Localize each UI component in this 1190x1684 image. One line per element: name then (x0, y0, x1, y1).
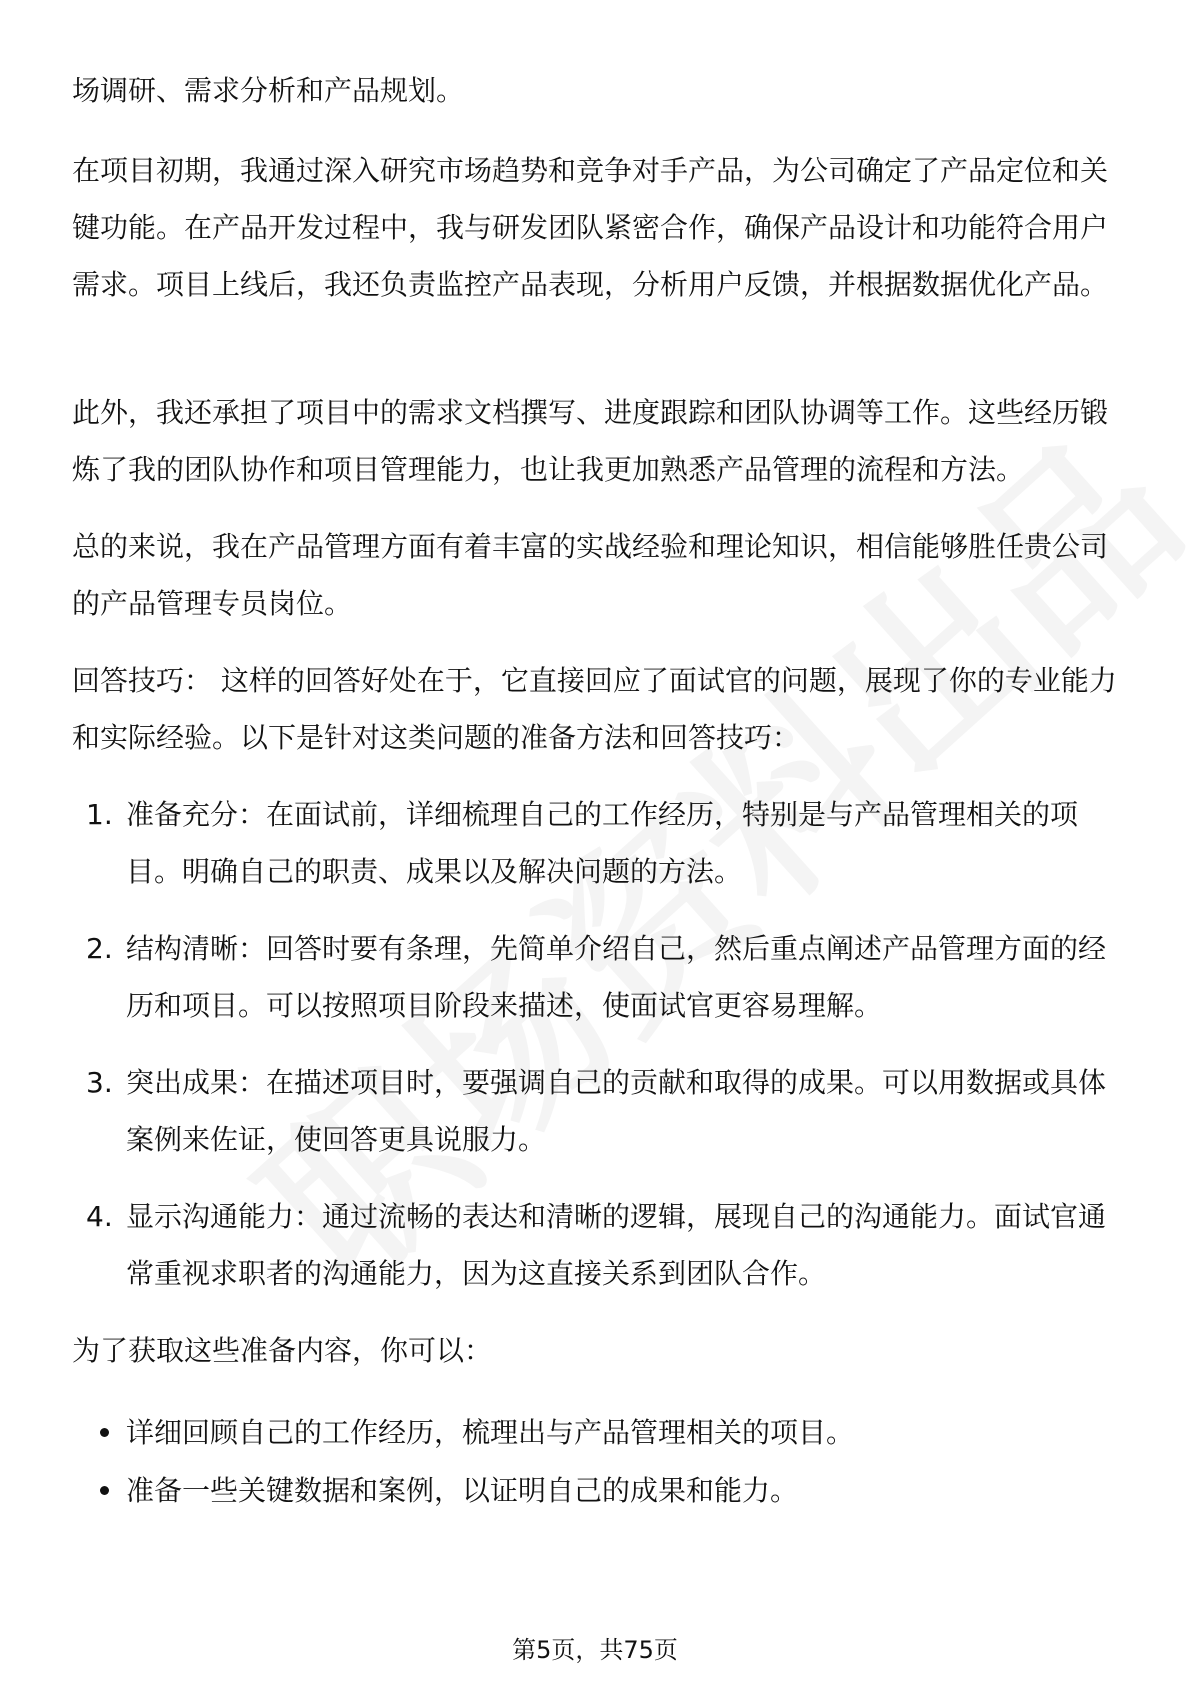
paragraph-preparation-intro: 为了获取这些准备内容，你可以： (72, 1334, 493, 1367)
list-item-number: 3. (86, 1066, 113, 1099)
paragraph-intro-tail: 场调研、需求分析和产品规划。 (72, 74, 465, 107)
paragraph-summary: 总的来说，我在产品管理方面有着丰富的实战经验和理论知识，相信能够胜任贵公司的产品管理专员岗位。 (72, 530, 1109, 620)
page-footer: 第5页，共75页 (512, 1636, 678, 1664)
list-item-text: 突出成果：在描述项目时，要强调自己的贡献和取得的成果。可以用数据或具体案例来佐证，使回答更具说服力。 (126, 1066, 1107, 1156)
list-item-text: 显示沟通能力：通过流畅的表达和清晰的逻辑，展现自己的沟通能力。面试官通常重视求职者的沟通能力，因为这直接关系到团队合作。 (126, 1200, 1107, 1290)
bullet-item-text: 详细回顾自己的工作经历，梳理出与产品管理相关的项目。 (126, 1416, 855, 1449)
list-item-text: 准备充分：在面试前，详细梳理自己的工作经历，特别是与产品管理相关的项目。明确自己的职责、成果以及解决问题的方法。 (126, 798, 1079, 888)
bullet-item-text: 准备一些关键数据和案例，以证明自己的成果和能力。 (126, 1474, 799, 1507)
bullet-dot-icon (100, 1486, 109, 1495)
list-item-number: 2. (86, 932, 113, 965)
list-item-text: 结构清晰：回答时要有条理，先简单介绍自己，然后重点阐述产品管理方面的经历和项目。可以按照项目阶段来描述，使面试官更容易理解。 (126, 932, 1107, 1022)
list-item-number: 1. (86, 798, 113, 831)
paragraph-answer-tips: 回答技巧： 这样的回答好处在于，它直接回应了面试官的问题，展现了你的专业能力和实际经验。以下是针对这类问题的准备方法和回答技巧： (72, 664, 1117, 754)
bullet-dot-icon (100, 1428, 109, 1437)
paragraph-additional-duties: 此外，我还承担了项目中的需求文档撰写、进度跟踪和团队协调等工作。这些经历锻炼了我的团队协作和项目管理能力，也让我更加熟悉产品管理的流程和方法。 (72, 396, 1109, 486)
list-item-number: 4. (86, 1200, 113, 1233)
paragraph-project-phases: 在项目初期，我通过深入研究市场趋势和竞争对手产品，为公司确定了产品定位和关键功能。在产品开发过程中，我与研发团队紧密合作，确保产品设计和功能符合用户需求。项目上线后，我还负责监控产品表现，分析用户反馈，并根据数据优化产品。 (72, 154, 1109, 301)
